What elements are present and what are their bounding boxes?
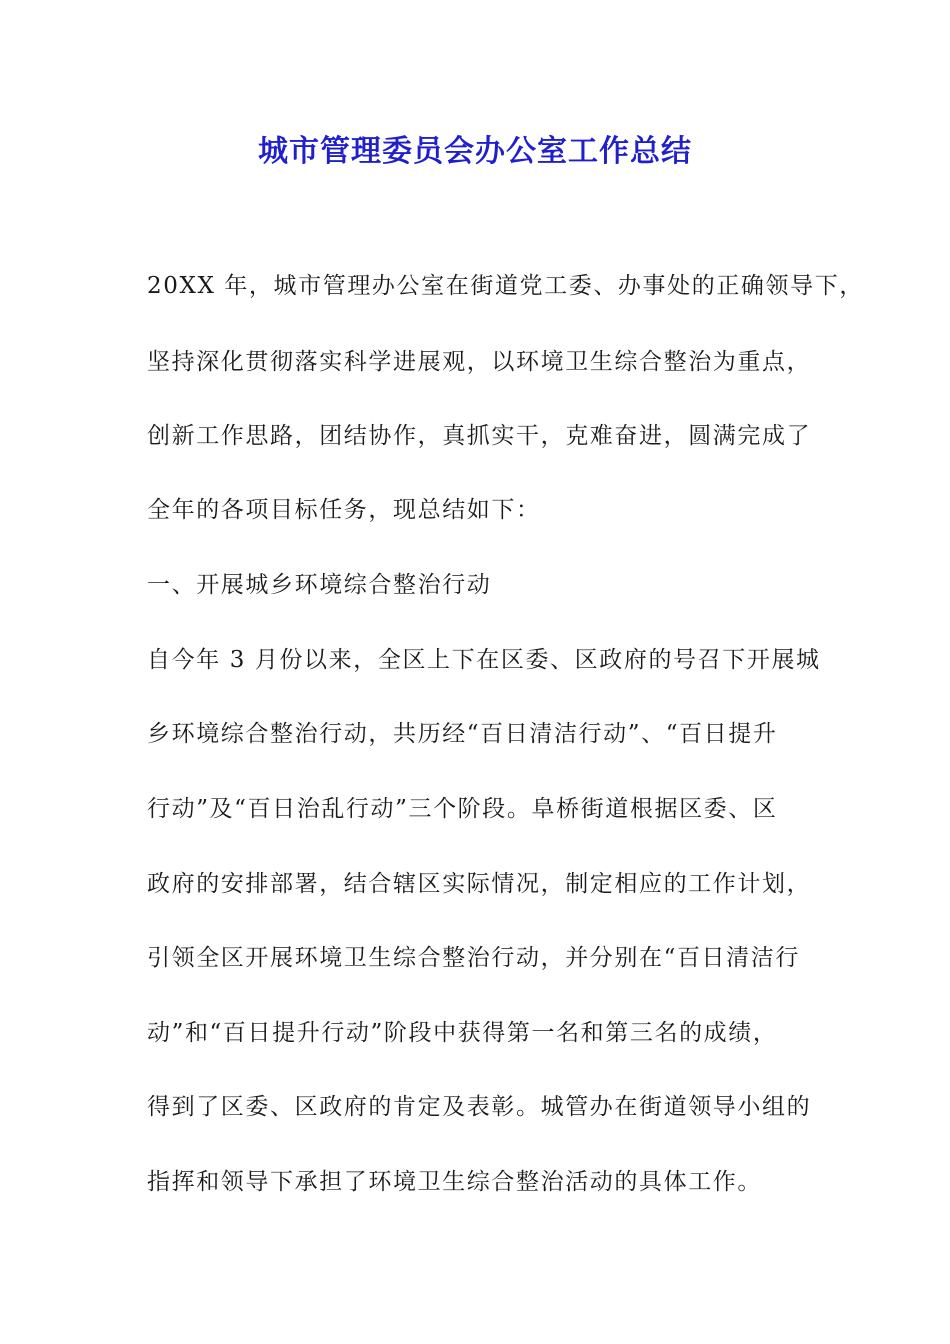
body-line-9: 政府的安排部署，结合辖区实际情况，制定相应的工作计划， bbox=[147, 871, 812, 897]
body-line-3: 创新工作思路，团结协作，真抓实干，克难奋进，圆满完成了 bbox=[147, 423, 812, 449]
body-line-13: 指挥和领导下承担了环境卫生综合整治活动的具体工作。 bbox=[147, 1169, 762, 1195]
body-line-6: 自今年 3 月份以来，全区上下在区委、区政府的号召下开展城 bbox=[147, 647, 821, 673]
body-line-12: 得到了区委、区政府的肯定及表彰。城管办在街道领导小组的 bbox=[147, 1094, 812, 1120]
body-line-11: 动”和“百日提升行动”阶段中获得第一名和第三名的成绩， bbox=[147, 1020, 778, 1046]
body-line-1: 20XX 年，城市管理办公室在街道党工委、办事处的正确领导下， bbox=[147, 273, 864, 299]
body-line-10: 引领全区开展环境卫生综合整治行动，并分别在“百日清洁行 bbox=[147, 945, 800, 971]
body-line-7: 乡环境综合整治行动，共历经“百日清洁行动”、“百日提升 bbox=[147, 721, 778, 747]
document-title: 城市管理委员会办公室工作总结 bbox=[258, 134, 692, 169]
body-line-8: 行动”及“百日治乱行动”三个阶段。阜桥街道根据区委、区 bbox=[147, 796, 778, 822]
section-heading: 一、开展城乡环境综合整治行动 bbox=[147, 572, 492, 598]
body-line-2: 坚持深化贯彻落实科学进展观，以环境卫生综合整治为重点， bbox=[147, 349, 812, 375]
body-line-4: 全年的各项目标任务，现总结如下： bbox=[147, 497, 541, 523]
